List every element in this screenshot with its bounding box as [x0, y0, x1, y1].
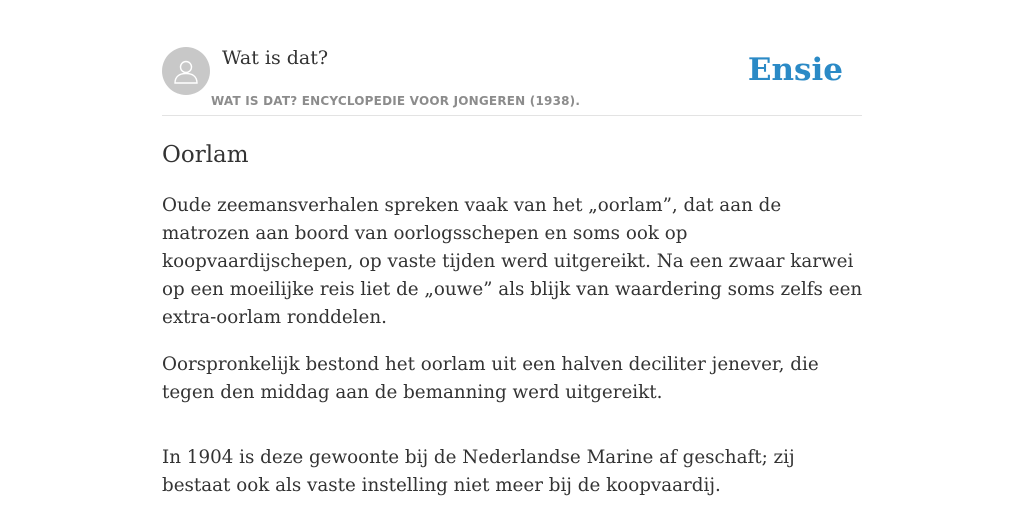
article-paragraph: Oorspronkelijk bestond het oorlam uit een halven deciliter jenever, die tegen den middag aan de bemanning werd uitgereikt. — [162, 354, 819, 403]
avatar[interactable] — [162, 47, 210, 95]
article-paragraph: In 1904 is deze gewoonte bij de Nederlandse Marine af geschaft; zij bestaat ook als vaste instelling niet meer bij de koopvaardij. — [162, 447, 795, 496]
source-header — [162, 46, 862, 116]
article-paragraph: Oude zeemansverhalen spreken vaak van het „oorlam”, dat aan de matrozen aan boord van oorlogsschepen en soms ook op koopvaardijschepen, op vaste tijden werd uitgereikt. Na een zwaar karwei op een moeilijke reis liet de „ouwe” als blijk van waardering soms zelfs een extra-oorlam ronddelen. — [162, 195, 863, 328]
article-title: Oorlam — [162, 142, 249, 168]
article — [162, 140, 864, 512]
user-icon — [171, 56, 201, 86]
brand-logo[interactable]: Ensie — [747, 52, 843, 88]
source-subtitle: WAT IS DAT? ENCYCLOPEDIE VOOR JONGEREN (1938). — [211, 94, 581, 108]
source-title[interactable]: Wat is dat? — [222, 47, 329, 69]
